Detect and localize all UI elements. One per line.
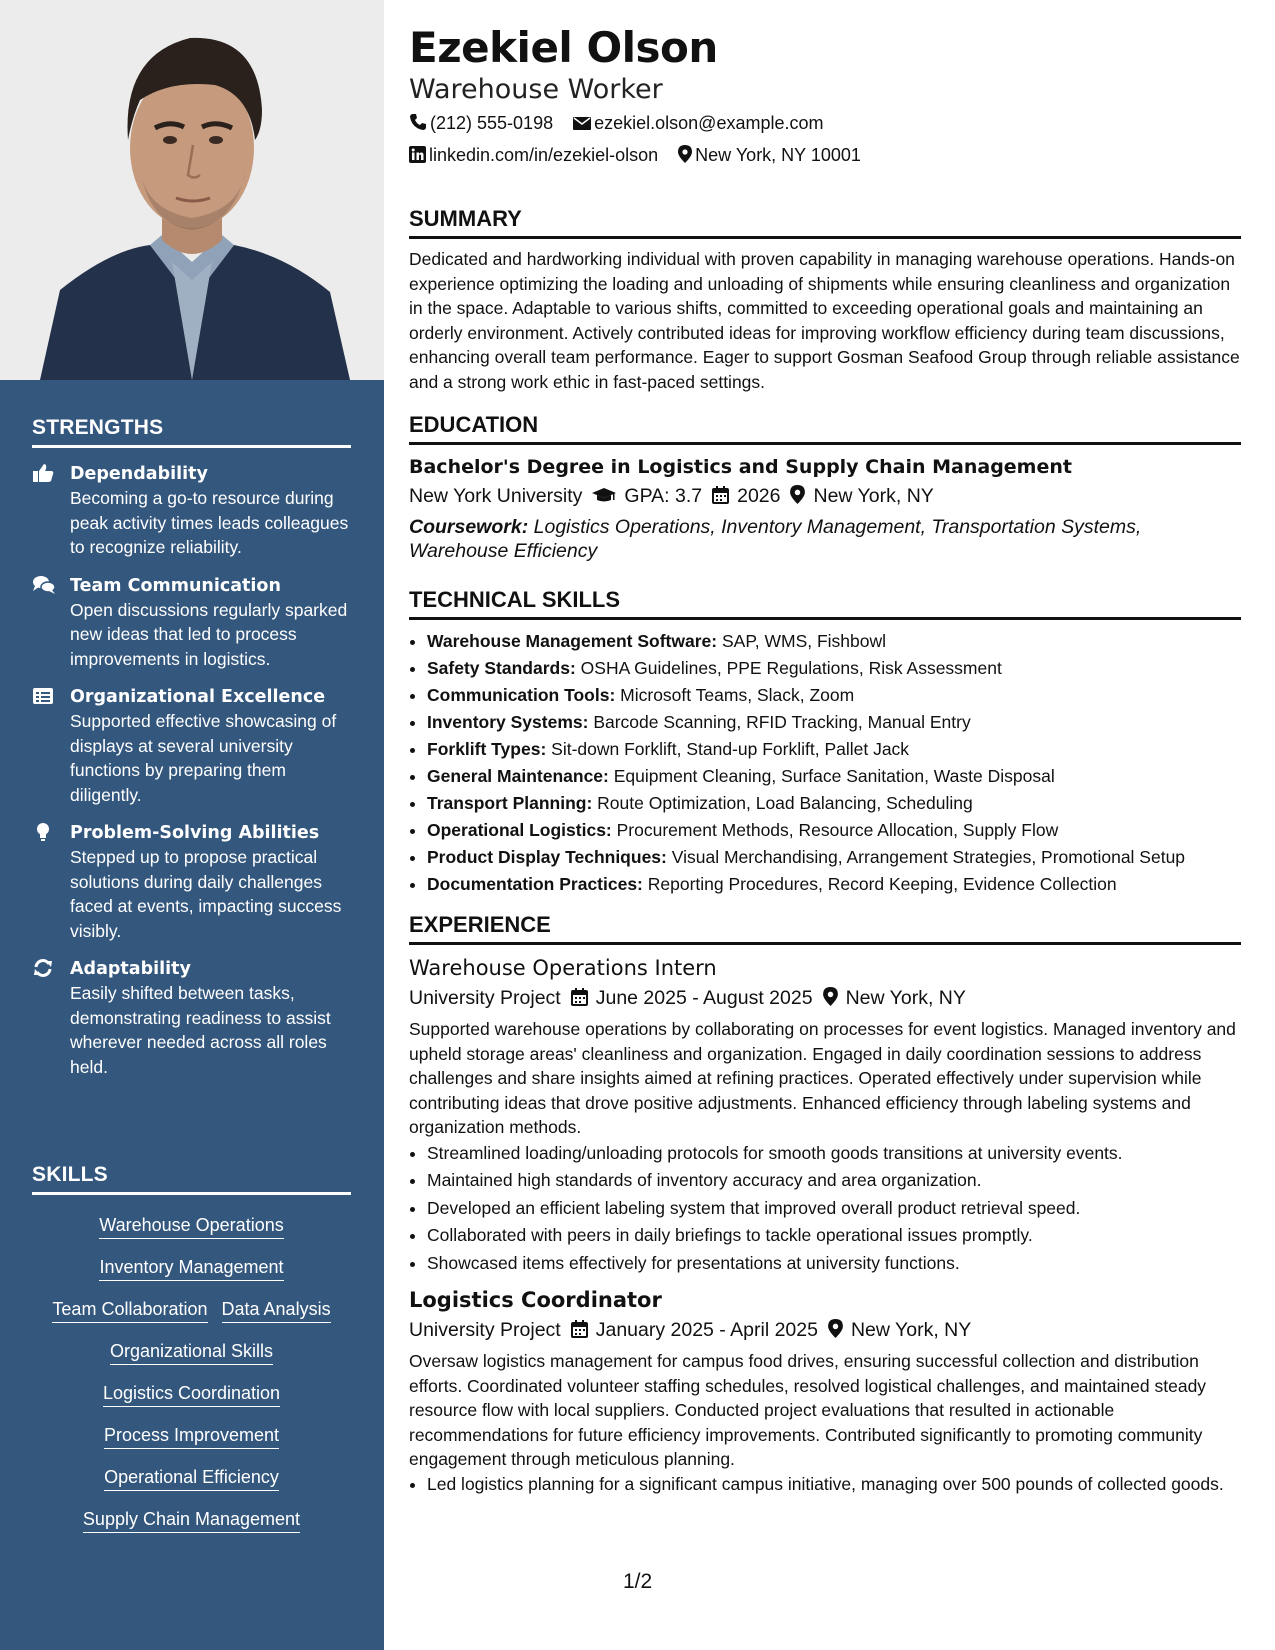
strength-desc: Becoming a go-to resource during peak activity times leads colleagues to recognize reliability. (70, 488, 349, 557)
lightbulb-icon (32, 822, 56, 842)
contact-row (409, 140, 1241, 170)
job-meta (409, 1315, 1241, 1345)
strengths-heading: STRENGTHS (32, 416, 351, 448)
sidebar (0, 0, 384, 1650)
strength-desc: Supported effective showcasing of displays at several university functions by preparing them diligently. (70, 711, 337, 805)
map-pin-icon (678, 145, 692, 163)
skills-heading: SKILLS (32, 1163, 351, 1195)
skill-value: Procurement Methods, Resource Allocation, Supply Flow (616, 820, 1059, 840)
list-item (427, 871, 1241, 898)
skill-tag: Team Collaboration (52, 1298, 207, 1323)
job-title: Warehouse Operations Intern (409, 956, 717, 980)
sync-icon (32, 958, 56, 978)
skill-value: Microsoft Teams, Slack, Zoom (620, 685, 855, 705)
skill-label: Safety Standards: (427, 658, 576, 678)
calendar-icon (712, 486, 729, 504)
strength-desc: Easily shifted between tasks, demonstrating readiness to assist wherever needed across all roles held. (70, 983, 331, 1077)
linkedin-item[interactable] (409, 140, 658, 170)
list-item: • Maintained high standards of inventory accuracy and area organization. (427, 1167, 1241, 1195)
skill-label: Transport Planning: (427, 793, 593, 813)
coursework (409, 515, 1241, 563)
job-title: Logistics Coordinator (409, 1288, 662, 1312)
skill-value: Equipment Cleaning, Surface Sanitation, Waste Disposal (613, 766, 1055, 786)
thumbs-up-icon (32, 463, 56, 483)
skill-label: Forklift Types: (427, 739, 547, 759)
list-item: • Streamlined loading/unloading protocols for smooth goods transitions at university events. (427, 1140, 1241, 1168)
degree-title: Bachelor's Degree in Logistics and Supply Chain Management (409, 456, 1072, 478)
skill-value: Reporting Procedures, Record Keeping, Evidence Collection (647, 874, 1117, 894)
phone-icon (409, 113, 427, 131)
skill-label: Communication Tools: (427, 685, 616, 705)
skill-label: Documentation Practices: (427, 874, 643, 894)
candidate-title: Warehouse Worker (409, 74, 663, 105)
skill-tag: Data Analysis (222, 1298, 331, 1323)
linkedin-text[interactable]: linkedin.com/in/ezekiel-olson (429, 145, 659, 165)
strength-desc: Open discussions regularly sparked new ideas that led to process improvements in logistics. (70, 599, 348, 669)
job-description: Supported warehouse operations by collaborating on processes for event logistics. Managed inventory and upheld storage areas' cleanliness and organization. Engaged in daily coordination sessions to address challenges and share insights aimed at refining practices. Operated effectively under supervision while contributing ideas that drove positive adjustments. Enhanced efficiency through labeling systems and organization methods. (409, 1019, 1236, 1137)
experience-entry (409, 1285, 1241, 1496)
skill-value: Barcode Scanning, RFID Tracking, Manual Entry (593, 712, 971, 732)
candidate-name: Ezekiel Olson (409, 23, 718, 72)
strength-item (32, 574, 351, 672)
strength-item (32, 821, 351, 943)
list-item: • Led logistics planning for a significant campus initiative, managing over 500 pounds of collected goods. (427, 1472, 1241, 1497)
skill-value: OSHA Guidelines, PPE Regulations, Risk Assessment (580, 658, 1002, 678)
job-location: New York, NY (850, 1319, 972, 1341)
location-text: New York, NY 10001 (695, 145, 861, 165)
list-item (427, 817, 1241, 844)
skills-list (32, 1205, 351, 1541)
linkedin-icon (409, 146, 426, 163)
graduation-cap-icon (592, 486, 616, 504)
skill-tag: Supply Chain Management (83, 1508, 300, 1533)
map-pin-icon (828, 1319, 843, 1338)
list-item: • Showcased items effectively for presentations at university functions. (427, 1250, 1241, 1278)
list-item (427, 628, 1241, 655)
strength-title: Dependability (70, 464, 208, 484)
job-dates: June 2025 - August 2025 (595, 987, 813, 1009)
strength-title: Problem-Solving Abilities (70, 823, 320, 843)
skill-value: Route Optimization, Load Balancing, Scheduling (597, 793, 973, 813)
profile-photo (0, 0, 384, 380)
skill-tag: Process Improvement (104, 1424, 279, 1449)
phone-item (409, 108, 553, 138)
envelope-icon (573, 115, 591, 131)
coursework-label: Coursework: (409, 516, 529, 538)
list-item (427, 763, 1241, 790)
technical-skills-heading: TECHNICAL SKILLS (409, 587, 1241, 620)
map-pin-icon (823, 987, 838, 1006)
strength-item (32, 462, 351, 560)
skill-tag: Warehouse Operations (99, 1214, 283, 1239)
skill-value: Visual Merchandising, Arrangement Strategies, Promotional Setup (671, 847, 1186, 867)
list-item (427, 736, 1241, 763)
skill-label: Operational Logistics: (427, 820, 612, 840)
strength-desc: Stepped up to propose practical solutions during daily challenges faced at events, impacting success visibly. (70, 847, 342, 941)
list-item (427, 682, 1241, 709)
contact-row (409, 108, 1241, 138)
list-item: • Collaborated with peers in daily briefings to tackle operational issues promptly. (427, 1222, 1241, 1250)
comments-icon (32, 575, 56, 595)
skill-value: Sit-down Forklift, Stand-up Forklift, Pallet Jack (551, 739, 910, 759)
list-item (427, 790, 1241, 817)
job-meta (409, 983, 1241, 1013)
calendar-icon (571, 1320, 588, 1338)
job-org: University Project (409, 1319, 561, 1341)
list-item: • Developed an efficient labeling system that improved overall product retrieval speed. (427, 1195, 1241, 1223)
phone-text: (212) 555-0198 (430, 113, 554, 133)
skill-tag: Logistics Coordination (103, 1382, 280, 1407)
main-content (409, 22, 1241, 1496)
page-number: 1/2 (623, 1570, 653, 1593)
email-text[interactable]: ezekiel.olson@example.com (594, 113, 824, 133)
job-description: Oversaw logistics management for campus food drives, ensuring successful collection and distribution efforts. Coordinated volunteer staffing schedules, resolved logistical challenges, and maintained steady resource flow with local suppliers. Conducted project evaluations that resulted in actionable recommendations for future efficiency improvements. Contributed significantly to promoting community engagement through meticulous planning. (409, 1351, 1207, 1469)
experience-entry (409, 953, 1241, 1277)
summary-text: Dedicated and hardworking individual with proven capability in managing warehouse operations. Hands-on experience optimizing the loading and unloading of shipments while ensuring cleanliness and organization in the space. Adaptable to various shifts, committed to exceeding operational goals and maintaining an orderly environment. Actively contributed ideas for improving workflow efficiency during team discussions, enhancing overall team performance. Eager to support Gosman Seafood Group through reliable assistance and a strong work ethic in fast-paced settings. (409, 249, 1240, 392)
technical-skills-list (409, 628, 1241, 898)
graduation-year: 2026 (737, 485, 781, 507)
list-item (427, 844, 1241, 871)
strength-item (32, 957, 351, 1079)
location-item (678, 140, 861, 170)
list-item (427, 709, 1241, 736)
education-meta (409, 481, 1241, 511)
job-location: New York, NY (845, 987, 966, 1009)
strength-title: Team Communication (70, 575, 281, 596)
skill-label: General Maintenance: (427, 766, 609, 786)
email-item[interactable] (573, 108, 823, 138)
strength-title: Organizational Excellence (70, 687, 326, 707)
education-location: New York, NY (813, 485, 934, 507)
coursework-text: Logistics Operations, Inventory Management, Transportation Systems, Warehouse Efficiency (409, 516, 1142, 562)
job-org: University Project (409, 987, 561, 1009)
strengths-section (32, 416, 351, 1079)
skill-tag: Inventory Management (99, 1256, 283, 1281)
school-name: New York University (409, 485, 583, 507)
skills-section (32, 1163, 351, 1541)
job-bullets (409, 1140, 1241, 1278)
calendar-icon (571, 988, 588, 1006)
job-dates: January 2025 - April 2025 (595, 1319, 818, 1341)
map-pin-icon (790, 485, 805, 504)
skill-label: Inventory Systems: (427, 712, 589, 732)
strength-title: Adaptability (70, 959, 191, 979)
summary-heading: SUMMARY (409, 206, 1241, 239)
skill-value: SAP, WMS, Fishbowl (721, 631, 887, 651)
list-alt-icon (32, 686, 56, 706)
skill-label: Warehouse Management Software: (427, 631, 718, 651)
skill-tag: Organizational Skills (110, 1340, 273, 1365)
gpa-text: GPA: 3.7 (624, 485, 703, 507)
education-heading: EDUCATION (409, 412, 1241, 445)
experience-heading: EXPERIENCE (409, 912, 1241, 945)
strength-item (32, 685, 351, 807)
skill-label: Product Display Techniques: (427, 847, 667, 867)
list-item (427, 655, 1241, 682)
skill-tag: Operational Efficiency (104, 1466, 279, 1491)
job-bullets (409, 1472, 1241, 1497)
